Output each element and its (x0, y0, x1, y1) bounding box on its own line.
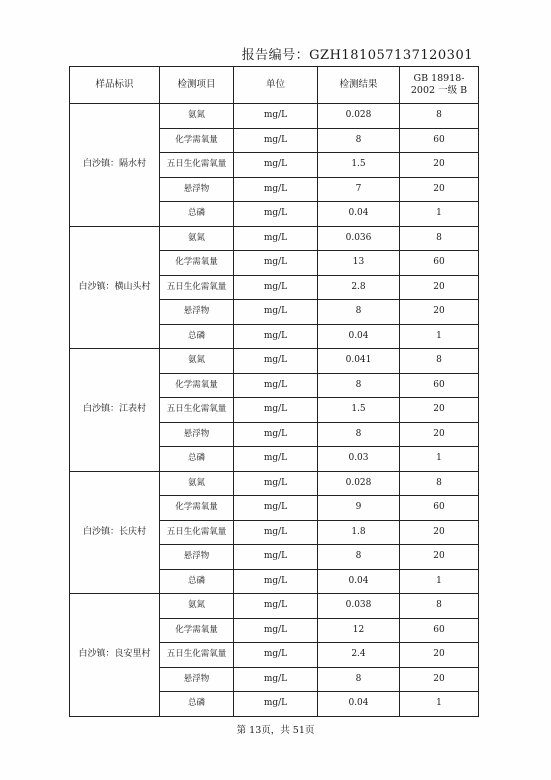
limit-cell: 60 (400, 618, 479, 643)
unit-cell: mg/L (234, 104, 318, 129)
test-item-cell: 氨氮 (160, 226, 234, 251)
test-item-cell: 五日生化需氧量 (160, 275, 234, 300)
limit-cell: 8 (400, 471, 479, 496)
test-item-cell: 化学需氧量 (160, 373, 234, 398)
unit-cell: mg/L (234, 202, 318, 227)
table-row (70, 226, 479, 251)
limit-cell: 1 (400, 569, 479, 594)
header-standard-limit: GB 18918-2002 一级 B (400, 67, 479, 104)
unit-cell: mg/L (234, 177, 318, 202)
report-number-header (242, 44, 473, 63)
report-number-value: GZH181057137120301 (309, 48, 473, 63)
result-cell: 8 (318, 128, 400, 153)
limit-cell: 8 (400, 349, 479, 374)
limit-cell: 20 (400, 667, 479, 692)
unit-cell: mg/L (234, 349, 318, 374)
test-item-cell: 氨氮 (160, 104, 234, 129)
test-item-cell: 悬浮物 (160, 300, 234, 325)
limit-cell: 1 (400, 447, 479, 472)
limit-cell: 60 (400, 373, 479, 398)
unit-cell: mg/L (234, 153, 318, 178)
test-item-cell: 氨氮 (160, 349, 234, 374)
test-results-table (69, 66, 479, 717)
table-row (70, 594, 479, 619)
result-cell: 8 (318, 667, 400, 692)
test-item-cell: 化学需氧量 (160, 496, 234, 521)
test-item-cell: 悬浮物 (160, 177, 234, 202)
unit-cell: mg/L (234, 226, 318, 251)
limit-cell: 20 (400, 520, 479, 545)
result-cell: 8 (318, 300, 400, 325)
test-item-cell: 总磷 (160, 692, 234, 717)
limit-cell: 8 (400, 594, 479, 619)
test-item-cell: 悬浮物 (160, 667, 234, 692)
limit-cell: 20 (400, 177, 479, 202)
result-cell: 0.028 (318, 471, 400, 496)
result-cell: 1.5 (318, 153, 400, 178)
sample-site-cell: 白沙镇：良安里村 (70, 594, 160, 717)
unit-cell: mg/L (234, 520, 318, 545)
sample-site-cell: 白沙镇：长庆村 (70, 471, 160, 594)
result-cell: 8 (318, 373, 400, 398)
unit-cell: mg/L (234, 447, 318, 472)
result-cell: 13 (318, 251, 400, 276)
limit-cell: 1 (400, 692, 479, 717)
unit-cell: mg/L (234, 398, 318, 423)
result-cell: 9 (318, 496, 400, 521)
header-sample-id: 样品标识 (70, 67, 160, 104)
result-cell: 8 (318, 545, 400, 570)
result-cell: 7 (318, 177, 400, 202)
page-number-footer: 第 13页，共 51页 (236, 725, 315, 736)
unit-cell: mg/L (234, 667, 318, 692)
test-item-cell: 悬浮物 (160, 422, 234, 447)
header-unit: 单位 (234, 67, 318, 104)
result-cell: 0.03 (318, 447, 400, 472)
report-number-label: 报告编号： (241, 48, 310, 63)
limit-cell: 20 (400, 545, 479, 570)
result-cell: 12 (318, 618, 400, 643)
sample-site-cell: 白沙镇：江表村 (70, 349, 160, 472)
header-test-item: 检测项目 (160, 67, 234, 104)
test-item-cell: 五日生化需氧量 (160, 643, 234, 668)
limit-cell: 20 (400, 300, 479, 325)
unit-cell: mg/L (234, 545, 318, 570)
unit-cell: mg/L (234, 643, 318, 668)
unit-cell: mg/L (234, 594, 318, 619)
limit-cell: 1 (400, 202, 479, 227)
result-cell: 2.4 (318, 643, 400, 668)
unit-cell: mg/L (234, 422, 318, 447)
result-cell: 0.041 (318, 349, 400, 374)
limit-cell: 60 (400, 496, 479, 521)
test-item-cell: 五日生化需氧量 (160, 398, 234, 423)
result-cell: 1.8 (318, 520, 400, 545)
limit-cell: 20 (400, 398, 479, 423)
result-cell: 0.04 (318, 324, 400, 349)
limit-cell: 8 (400, 104, 479, 129)
test-item-cell: 氨氮 (160, 594, 234, 619)
unit-cell: mg/L (234, 275, 318, 300)
unit-cell: mg/L (234, 569, 318, 594)
test-item-cell: 总磷 (160, 447, 234, 472)
test-item-cell: 总磷 (160, 324, 234, 349)
result-cell: 0.036 (318, 226, 400, 251)
test-item-cell: 总磷 (160, 202, 234, 227)
result-cell: 0.04 (318, 569, 400, 594)
result-cell: 0.04 (318, 692, 400, 717)
unit-cell: mg/L (234, 251, 318, 276)
test-item-cell: 氨氮 (160, 471, 234, 496)
limit-cell: 1 (400, 324, 479, 349)
test-item-cell: 化学需氧量 (160, 251, 234, 276)
table-row (70, 104, 479, 129)
unit-cell: mg/L (234, 324, 318, 349)
header-result: 检测结果 (318, 67, 400, 104)
unit-cell: mg/L (234, 496, 318, 521)
unit-cell: mg/L (234, 471, 318, 496)
unit-cell: mg/L (234, 300, 318, 325)
test-item-cell: 化学需氧量 (160, 618, 234, 643)
unit-cell: mg/L (234, 373, 318, 398)
limit-cell: 20 (400, 643, 479, 668)
test-item-cell: 化学需氧量 (160, 128, 234, 153)
sample-site-cell: 白沙镇：隔水村 (70, 104, 160, 227)
limit-cell: 60 (400, 251, 479, 276)
table-row (70, 349, 479, 374)
test-item-cell: 五日生化需氧量 (160, 520, 234, 545)
table-body (70, 104, 479, 717)
header-row (70, 67, 479, 104)
result-cell: 0.04 (318, 202, 400, 227)
result-cell: 1.5 (318, 398, 400, 423)
test-item-cell: 五日生化需氧量 (160, 153, 234, 178)
limit-cell: 20 (400, 153, 479, 178)
result-cell: 0.038 (318, 594, 400, 619)
result-cell: 8 (318, 422, 400, 447)
test-item-cell: 悬浮物 (160, 545, 234, 570)
limit-cell: 20 (400, 422, 479, 447)
limit-cell: 60 (400, 128, 479, 153)
result-cell: 2.8 (318, 275, 400, 300)
test-item-cell: 总磷 (160, 569, 234, 594)
unit-cell: mg/L (234, 692, 318, 717)
limit-cell: 8 (400, 226, 479, 251)
table-row (70, 471, 479, 496)
result-cell: 0.028 (318, 104, 400, 129)
unit-cell: mg/L (234, 618, 318, 643)
sample-site-cell: 白沙镇：横山头村 (70, 226, 160, 349)
limit-cell: 20 (400, 275, 479, 300)
table-header (70, 67, 479, 104)
unit-cell: mg/L (234, 128, 318, 153)
